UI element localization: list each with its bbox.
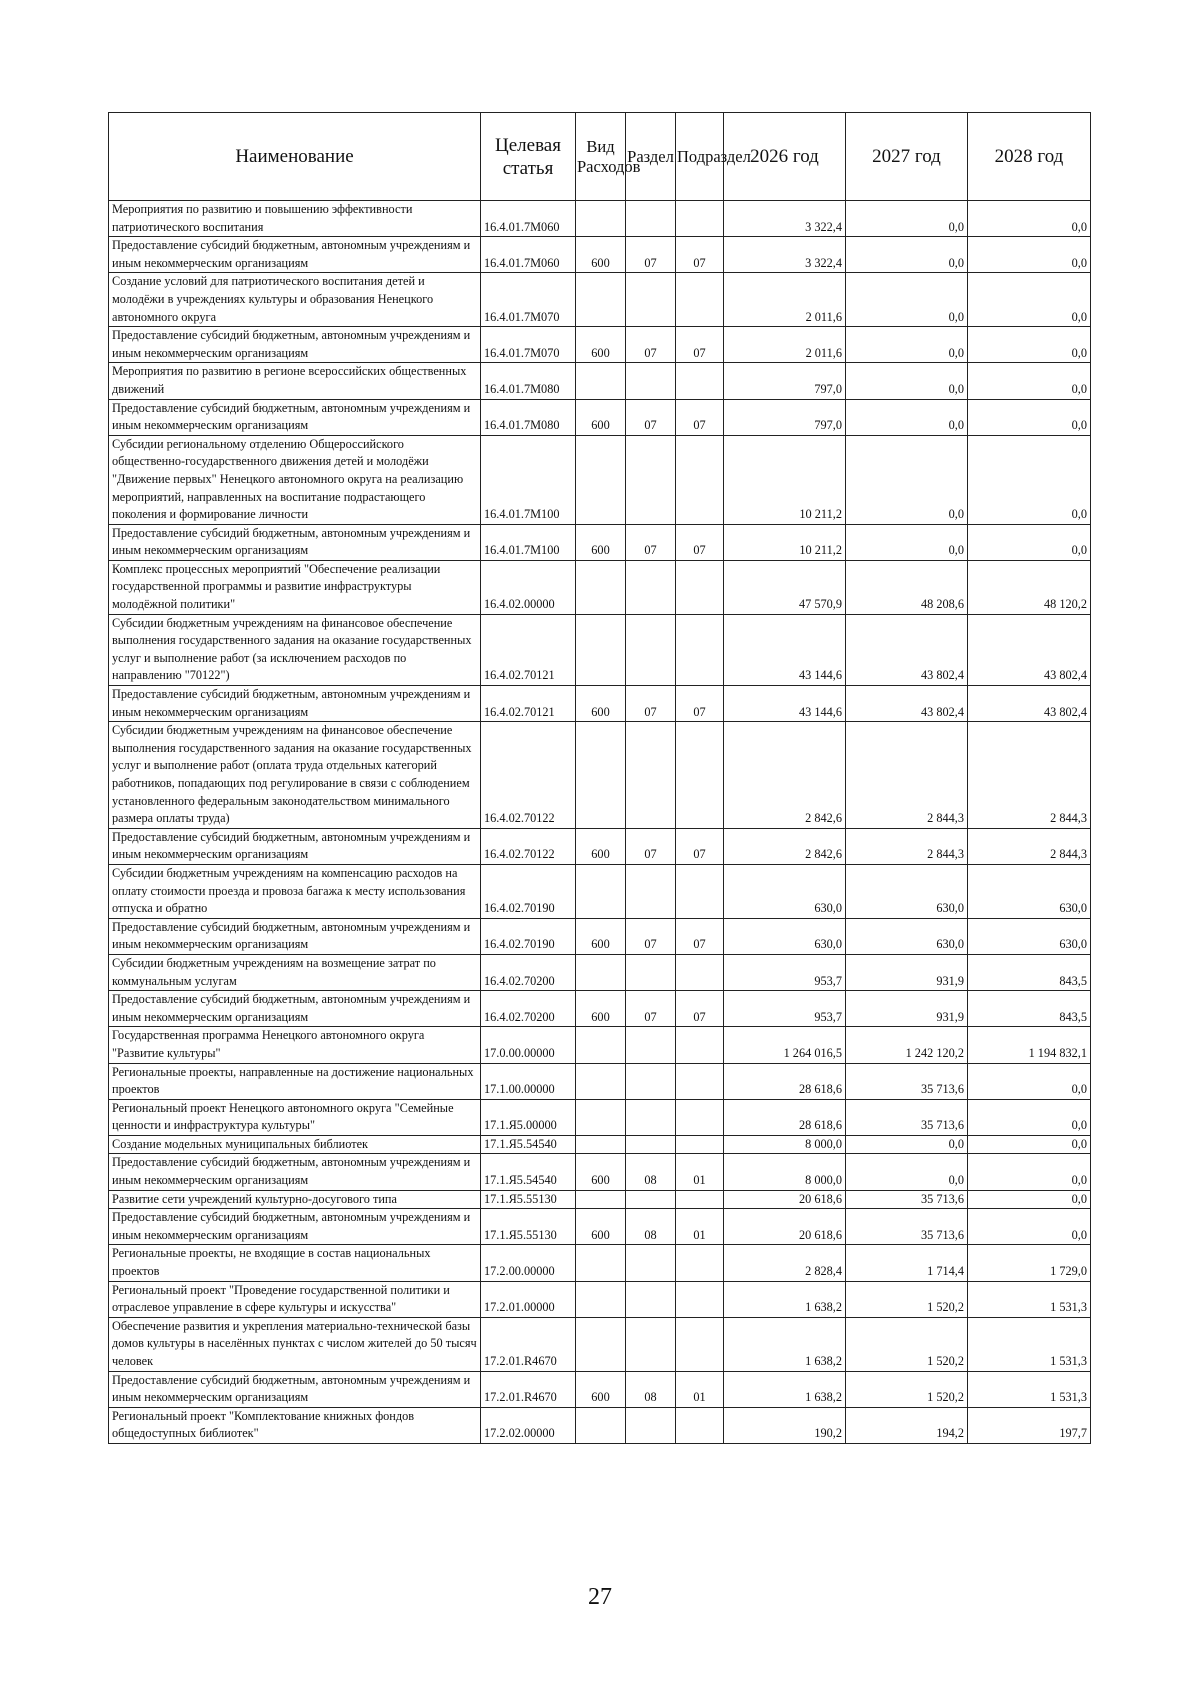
value-2028-cell: 0,0 (968, 273, 1091, 327)
name-cell: Предоставление субсидий бюджетным, автономным учреждениям и иным некоммерческим организациям (109, 991, 481, 1027)
value-2026-cell: 43 144,6 (724, 614, 846, 685)
podr-cell (676, 435, 724, 524)
target-code-cell: 16.4.02.70122 (481, 722, 576, 829)
value-2026-cell: 953,7 (724, 991, 846, 1027)
podr-cell (676, 1245, 724, 1281)
podr-cell (676, 1407, 724, 1443)
value-2028-cell: 1 531,3 (968, 1371, 1091, 1407)
name-cell: Предоставление субсидий бюджетным, автономным учреждениям и иным некоммерческим организациям (109, 686, 481, 722)
razd-cell: 07 (626, 918, 676, 954)
table-row (109, 560, 1091, 614)
name-cell: Региональный проект "Проведение государственной политики и отраслевое управление в сфере культуры и искусства" (109, 1281, 481, 1317)
value-2027-cell: 35 713,6 (846, 1209, 968, 1245)
razd-cell (626, 1099, 676, 1135)
name-cell: Создание условий для патриотического воспитания детей и молодёжи в учреждениях культуры и образования Ненецкого автономного округа (109, 273, 481, 327)
table-row (109, 1027, 1091, 1063)
value-2026-cell: 3 322,4 (724, 237, 846, 273)
value-2027-cell: 630,0 (846, 864, 968, 918)
value-2026-cell: 797,0 (724, 363, 846, 399)
razd-cell (626, 201, 676, 237)
name-cell: Предоставление субсидий бюджетным, автономным учреждениям и иным некоммерческим организациям (109, 1371, 481, 1407)
vid-cell (576, 273, 626, 327)
value-2028-cell: 0,0 (968, 201, 1091, 237)
target-code-cell: 16.4.01.7М080 (481, 399, 576, 435)
vid-cell (576, 614, 626, 685)
vid-cell (576, 1027, 626, 1063)
razd-cell (626, 1281, 676, 1317)
vid-cell (576, 560, 626, 614)
target-code-cell: 16.4.01.7М100 (481, 524, 576, 560)
vid-cell (576, 954, 626, 990)
value-2027-cell: 194,2 (846, 1407, 968, 1443)
value-2028-cell: 0,0 (968, 1135, 1091, 1154)
name-cell: Региональные проекты, направленные на достижение национальных проектов (109, 1063, 481, 1099)
value-2027-cell: 0,0 (846, 273, 968, 327)
target-code-cell: 17.1.Я5.55130 (481, 1190, 576, 1209)
value-2028-cell: 1 729,0 (968, 1245, 1091, 1281)
target-code-cell: 16.4.02.70190 (481, 864, 576, 918)
value-2027-cell: 1 714,4 (846, 1245, 968, 1281)
razd-cell (626, 1190, 676, 1209)
value-2026-cell: 1 638,2 (724, 1281, 846, 1317)
name-cell: Субсидии бюджетным учреждениям на компенсацию расходов на оплату стоимости проезда и провоза багажа к месту использования отпуска и обратно (109, 864, 481, 918)
vid-cell (576, 1407, 626, 1443)
value-2026-cell: 2 011,6 (724, 327, 846, 363)
target-code-cell: 16.4.01.7М070 (481, 273, 576, 327)
table-row (109, 991, 1091, 1027)
value-2027-cell: 35 713,6 (846, 1063, 968, 1099)
value-2027-cell: 0,0 (846, 1135, 968, 1154)
podr-cell (676, 1099, 724, 1135)
vid-cell: 600 (576, 524, 626, 560)
value-2028-cell: 630,0 (968, 864, 1091, 918)
value-2028-cell: 2 844,3 (968, 722, 1091, 829)
table-row (109, 918, 1091, 954)
budget-table (108, 112, 1091, 1444)
podr-cell (676, 1027, 724, 1063)
table-row (109, 954, 1091, 990)
vid-cell (576, 1281, 626, 1317)
vid-cell: 600 (576, 327, 626, 363)
table-row (109, 1209, 1091, 1245)
table-row (109, 1317, 1091, 1371)
value-2026-cell: 20 618,6 (724, 1209, 846, 1245)
value-2028-cell: 0,0 (968, 1154, 1091, 1190)
name-cell: Субсидии бюджетным учреждениям на финансовое обеспечение выполнения государственного задания на оказание государственных услуг и выполнение работ (оплата труда отдельных категорий работников, попадающих под регулирование в связи с соблюдением установленного федеральным законодательством минимального размера оплаты труда) (109, 722, 481, 829)
table-row (109, 1190, 1091, 1209)
podr-cell (676, 363, 724, 399)
table-body (109, 201, 1091, 1444)
value-2028-cell: 0,0 (968, 327, 1091, 363)
value-2028-cell: 0,0 (968, 435, 1091, 524)
razd-cell (626, 954, 676, 990)
value-2028-cell: 1 531,3 (968, 1281, 1091, 1317)
value-2026-cell: 8 000,0 (724, 1154, 846, 1190)
razd-cell (626, 273, 676, 327)
target-code-cell: 16.4.02.70200 (481, 954, 576, 990)
vid-cell: 600 (576, 1209, 626, 1245)
value-2027-cell: 0,0 (846, 399, 968, 435)
podr-cell (676, 864, 724, 918)
vid-cell: 600 (576, 918, 626, 954)
table-row (109, 1281, 1091, 1317)
value-2027-cell: 1 520,2 (846, 1281, 968, 1317)
col-header-target: Целевая статья (481, 113, 576, 201)
razd-cell (626, 614, 676, 685)
table-row (109, 1371, 1091, 1407)
name-cell: Предоставление субсидий бюджетным, автономным учреждениям и иным некоммерческим организациям (109, 399, 481, 435)
podr-cell (676, 1063, 724, 1099)
razd-cell: 08 (626, 1154, 676, 1190)
value-2026-cell: 47 570,9 (724, 560, 846, 614)
target-code-cell: 17.2.01.R4670 (481, 1317, 576, 1371)
razd-cell (626, 722, 676, 829)
vid-cell (576, 1190, 626, 1209)
value-2026-cell: 630,0 (724, 918, 846, 954)
target-code-cell: 17.1.Я5.54540 (481, 1154, 576, 1190)
value-2027-cell: 0,0 (846, 1154, 968, 1190)
value-2028-cell: 0,0 (968, 1063, 1091, 1099)
razd-cell (626, 363, 676, 399)
col-header-vid: Вид Расходов (576, 113, 626, 201)
value-2028-cell: 0,0 (968, 399, 1091, 435)
target-code-cell: 17.1.00.00000 (481, 1063, 576, 1099)
value-2027-cell: 35 713,6 (846, 1099, 968, 1135)
value-2027-cell: 0,0 (846, 237, 968, 273)
name-cell: Предоставление субсидий бюджетным, автономным учреждениям и иным некоммерческим организациям (109, 524, 481, 560)
value-2028-cell: 0,0 (968, 363, 1091, 399)
value-2027-cell: 931,9 (846, 991, 968, 1027)
podr-cell: 07 (676, 237, 724, 273)
value-2028-cell: 843,5 (968, 991, 1091, 1027)
podr-cell (676, 1281, 724, 1317)
table-row (109, 524, 1091, 560)
value-2027-cell: 2 844,3 (846, 722, 968, 829)
value-2027-cell: 1 520,2 (846, 1317, 968, 1371)
target-code-cell: 17.1.Я5.54540 (481, 1135, 576, 1154)
value-2027-cell: 630,0 (846, 918, 968, 954)
vid-cell: 600 (576, 991, 626, 1027)
value-2026-cell: 190,2 (724, 1407, 846, 1443)
podr-cell (676, 560, 724, 614)
target-code-cell: 16.4.01.7М080 (481, 363, 576, 399)
table-row (109, 686, 1091, 722)
table-row (109, 1154, 1091, 1190)
name-cell: Предоставление субсидий бюджетным, автономным учреждениям и иным некоммерческим организациям (109, 1154, 481, 1190)
target-code-cell: 17.2.00.00000 (481, 1245, 576, 1281)
table-row (109, 1135, 1091, 1154)
target-code-cell: 16.4.02.70190 (481, 918, 576, 954)
value-2027-cell: 0,0 (846, 363, 968, 399)
vid-cell (576, 722, 626, 829)
name-cell: Мероприятия по развитию в регионе всероссийских общественных движений (109, 363, 481, 399)
value-2028-cell: 48 120,2 (968, 560, 1091, 614)
vid-cell (576, 1063, 626, 1099)
value-2026-cell: 10 211,2 (724, 524, 846, 560)
value-2027-cell: 0,0 (846, 201, 968, 237)
target-code-cell: 17.2.01.R4670 (481, 1371, 576, 1407)
value-2026-cell: 3 322,4 (724, 201, 846, 237)
podr-cell: 07 (676, 918, 724, 954)
name-cell: Субсидии региональному отделению Общероссийского общественно-государственного движения детей и молодёжи "Движение первых" Ненецкого автономного округа на реализацию мероприятий, направленных на воспитание подрастающего поколения и формирование личности (109, 435, 481, 524)
podr-cell (676, 1190, 724, 1209)
vid-cell (576, 435, 626, 524)
value-2026-cell: 1 264 016,5 (724, 1027, 846, 1063)
razd-cell (626, 1245, 676, 1281)
vid-cell: 600 (576, 237, 626, 273)
value-2026-cell: 630,0 (724, 864, 846, 918)
value-2028-cell: 43 802,4 (968, 686, 1091, 722)
value-2028-cell: 0,0 (968, 237, 1091, 273)
page-number: 27 (588, 1584, 612, 1610)
podr-cell: 07 (676, 686, 724, 722)
value-2026-cell: 8 000,0 (724, 1135, 846, 1154)
podr-cell: 07 (676, 524, 724, 560)
name-cell: Предоставление субсидий бюджетным, автономным учреждениям и иным некоммерческим организациям (109, 828, 481, 864)
value-2028-cell: 197,7 (968, 1407, 1091, 1443)
name-cell: Предоставление субсидий бюджетным, автономным учреждениям и иным некоммерческим организациям (109, 1209, 481, 1245)
name-cell: Обеспечение развития и укрепления материально-технической базы домов культуры в населённых пунктах с числом жителей до 50 тысяч человек (109, 1317, 481, 1371)
table-row (109, 1245, 1091, 1281)
table-row (109, 327, 1091, 363)
value-2026-cell: 2 842,6 (724, 722, 846, 829)
value-2026-cell: 953,7 (724, 954, 846, 990)
value-2027-cell: 0,0 (846, 327, 968, 363)
podr-cell: 01 (676, 1209, 724, 1245)
vid-cell (576, 363, 626, 399)
value-2026-cell: 10 211,2 (724, 435, 846, 524)
vid-cell (576, 864, 626, 918)
podr-cell: 01 (676, 1371, 724, 1407)
target-code-cell: 17.2.01.00000 (481, 1281, 576, 1317)
razd-cell (626, 1407, 676, 1443)
name-cell: Предоставление субсидий бюджетным, автономным учреждениям и иным некоммерческим организациям (109, 237, 481, 273)
target-code-cell: 16.4.01.7М100 (481, 435, 576, 524)
podr-cell: 07 (676, 327, 724, 363)
podr-cell (676, 614, 724, 685)
podr-cell (676, 1317, 724, 1371)
table-row (109, 864, 1091, 918)
table-row (109, 273, 1091, 327)
value-2026-cell: 20 618,6 (724, 1190, 846, 1209)
value-2027-cell: 1 520,2 (846, 1371, 968, 1407)
value-2028-cell: 0,0 (968, 1099, 1091, 1135)
razd-cell (626, 864, 676, 918)
value-2026-cell: 43 144,6 (724, 686, 846, 722)
vid-cell (576, 201, 626, 237)
target-code-cell: 17.1.Я5.55130 (481, 1209, 576, 1245)
target-code-cell: 16.4.02.70121 (481, 686, 576, 722)
vid-cell (576, 1317, 626, 1371)
value-2027-cell: 35 713,6 (846, 1190, 968, 1209)
value-2028-cell: 0,0 (968, 1209, 1091, 1245)
value-2028-cell: 1 531,3 (968, 1317, 1091, 1371)
podr-cell: 07 (676, 828, 724, 864)
vid-cell: 600 (576, 1154, 626, 1190)
razd-cell: 07 (626, 327, 676, 363)
col-header-2027: 2027 год (846, 113, 968, 201)
table-row (109, 1063, 1091, 1099)
target-code-cell: 17.2.02.00000 (481, 1407, 576, 1443)
target-code-cell: 16.4.01.7М060 (481, 201, 576, 237)
target-code-cell: 17.1.Я5.00000 (481, 1099, 576, 1135)
razd-cell: 07 (626, 828, 676, 864)
name-cell: Региональные проекты, не входящие в состав национальных проектов (109, 1245, 481, 1281)
table-row (109, 435, 1091, 524)
value-2026-cell: 1 638,2 (724, 1317, 846, 1371)
table-row (109, 1099, 1091, 1135)
value-2027-cell: 0,0 (846, 435, 968, 524)
name-cell: Предоставление субсидий бюджетным, автономным учреждениям и иным некоммерческим организациям (109, 327, 481, 363)
target-code-cell: 16.4.01.7М060 (481, 237, 576, 273)
value-2026-cell: 2 828,4 (724, 1245, 846, 1281)
name-cell: Государственная программа Ненецкого автономного округа "Развитие культуры" (109, 1027, 481, 1063)
name-cell: Предоставление субсидий бюджетным, автономным учреждениям и иным некоммерческим организациям (109, 918, 481, 954)
value-2027-cell: 43 802,4 (846, 686, 968, 722)
vid-cell (576, 1245, 626, 1281)
target-code-cell: 16.4.01.7М070 (481, 327, 576, 363)
name-cell: Комплекс процессных мероприятий "Обеспечение реализации государственной программы и развитие инфраструктуры молодёжной политики" (109, 560, 481, 614)
target-code-cell: 17.0.00.00000 (481, 1027, 576, 1063)
razd-cell (626, 1317, 676, 1371)
value-2026-cell: 2 011,6 (724, 273, 846, 327)
podr-cell: 07 (676, 399, 724, 435)
table-row (109, 237, 1091, 273)
value-2028-cell: 630,0 (968, 918, 1091, 954)
vid-cell: 600 (576, 399, 626, 435)
col-header-2026: 2026 год (724, 113, 846, 201)
razd-cell: 07 (626, 991, 676, 1027)
vid-cell (576, 1135, 626, 1154)
table-row (109, 614, 1091, 685)
table-row (109, 722, 1091, 829)
table-row (109, 828, 1091, 864)
name-cell: Региональный проект "Комплектование книжных фондов общедоступных библиотек" (109, 1407, 481, 1443)
value-2028-cell: 1 194 832,1 (968, 1027, 1091, 1063)
value-2028-cell: 2 844,3 (968, 828, 1091, 864)
razd-cell: 07 (626, 524, 676, 560)
razd-cell (626, 560, 676, 614)
podr-cell: 07 (676, 991, 724, 1027)
col-header-name: Наименование (109, 113, 481, 201)
podr-cell (676, 273, 724, 327)
podr-cell (676, 201, 724, 237)
value-2028-cell: 0,0 (968, 524, 1091, 560)
table-row (109, 1407, 1091, 1443)
value-2028-cell: 43 802,4 (968, 614, 1091, 685)
vid-cell: 600 (576, 1371, 626, 1407)
col-header-podr: Подраздел (676, 113, 724, 201)
value-2027-cell: 1 242 120,2 (846, 1027, 968, 1063)
razd-cell: 07 (626, 399, 676, 435)
col-header-2028: 2028 год (968, 113, 1091, 201)
col-header-razd: Раздел (626, 113, 676, 201)
table-row (109, 201, 1091, 237)
value-2027-cell: 2 844,3 (846, 828, 968, 864)
table-row (109, 399, 1091, 435)
vid-cell: 600 (576, 686, 626, 722)
value-2028-cell: 0,0 (968, 1190, 1091, 1209)
razd-cell (626, 1027, 676, 1063)
name-cell: Субсидии бюджетным учреждениям на финансовое обеспечение выполнения государственного задания на оказание государственных услуг и выполнение работ (за исключением расходов по направлению "70122") (109, 614, 481, 685)
name-cell: Развитие сети учреждений культурно-досугового типа (109, 1190, 481, 1209)
razd-cell: 07 (626, 686, 676, 722)
value-2026-cell: 28 618,6 (724, 1099, 846, 1135)
podr-cell (676, 1135, 724, 1154)
value-2027-cell: 0,0 (846, 524, 968, 560)
podr-cell (676, 722, 724, 829)
name-cell: Региональный проект Ненецкого автономного округа "Семейные ценности и инфраструктура культуры" (109, 1099, 481, 1135)
vid-cell (576, 1099, 626, 1135)
podr-cell (676, 954, 724, 990)
value-2027-cell: 48 208,6 (846, 560, 968, 614)
name-cell: Создание модельных муниципальных библиотек (109, 1135, 481, 1154)
target-code-cell: 16.4.02.70121 (481, 614, 576, 685)
value-2026-cell: 28 618,6 (724, 1063, 846, 1099)
value-2026-cell: 1 638,2 (724, 1371, 846, 1407)
name-cell: Мероприятия по развитию и повышению эффективности патриотического воспитания (109, 201, 481, 237)
name-cell: Субсидии бюджетным учреждениям на возмещение затрат по коммунальным услугам (109, 954, 481, 990)
razd-cell: 08 (626, 1209, 676, 1245)
value-2027-cell: 931,9 (846, 954, 968, 990)
value-2027-cell: 43 802,4 (846, 614, 968, 685)
razd-cell: 07 (626, 237, 676, 273)
razd-cell: 08 (626, 1371, 676, 1407)
table-row (109, 363, 1091, 399)
header-row (109, 113, 1091, 201)
target-code-cell: 16.4.02.70122 (481, 828, 576, 864)
value-2026-cell: 2 842,6 (724, 828, 846, 864)
vid-cell: 600 (576, 828, 626, 864)
value-2026-cell: 797,0 (724, 399, 846, 435)
target-code-cell: 16.4.02.00000 (481, 560, 576, 614)
razd-cell (626, 435, 676, 524)
razd-cell (626, 1135, 676, 1154)
podr-cell: 01 (676, 1154, 724, 1190)
razd-cell (626, 1063, 676, 1099)
value-2028-cell: 843,5 (968, 954, 1091, 990)
target-code-cell: 16.4.02.70200 (481, 991, 576, 1027)
